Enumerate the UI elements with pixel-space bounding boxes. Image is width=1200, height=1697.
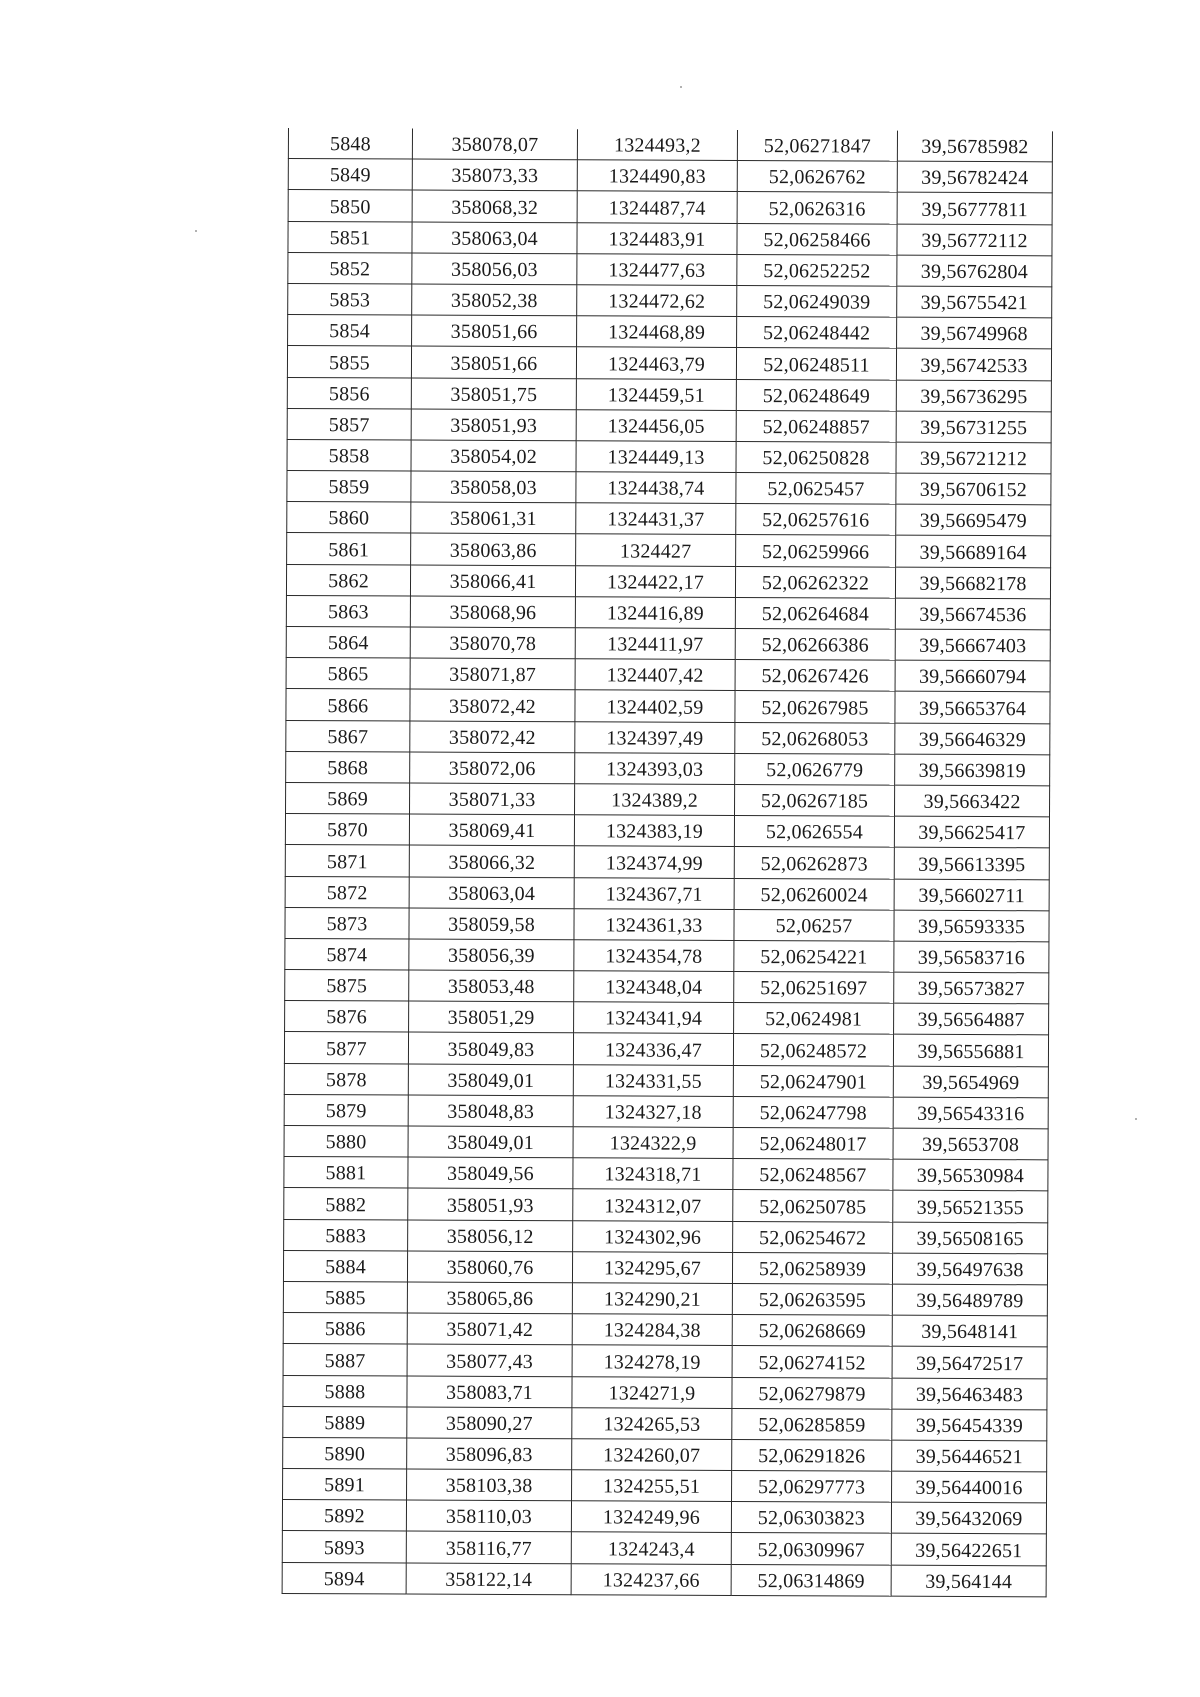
table-row	[288, 159, 1052, 194]
latitude-cell: 52,06248649	[736, 379, 896, 411]
point-number-cell: 5866	[286, 689, 410, 721]
x-coordinate-cell: 358063,04	[409, 877, 574, 909]
longitude-cell: 39,5648141	[892, 1315, 1047, 1347]
latitude-cell: 52,06262322	[735, 566, 895, 598]
y-coordinate-cell: 1324477,63	[577, 254, 737, 286]
point-number-cell: 5883	[284, 1219, 408, 1251]
longitude-cell: 39,56721212	[896, 442, 1051, 474]
point-number-cell: 5860	[287, 502, 411, 534]
longitude-cell: 39,56749968	[897, 317, 1052, 349]
x-coordinate-cell: 358051,66	[412, 315, 577, 347]
table-row	[284, 1032, 1048, 1067]
point-number-cell: 5850	[288, 190, 412, 222]
x-coordinate-cell: 358070,78	[410, 627, 575, 659]
x-coordinate-cell: 358068,96	[410, 596, 575, 628]
table-row	[284, 1063, 1048, 1098]
x-coordinate-cell: 358096,83	[407, 1438, 572, 1470]
longitude-cell: 39,56497638	[892, 1253, 1047, 1285]
latitude-cell: 52,0626554	[734, 816, 894, 848]
point-number-cell: 5885	[283, 1281, 407, 1313]
point-number-cell: 5873	[285, 907, 409, 939]
y-coordinate-cell: 1324265,53	[572, 1407, 732, 1439]
x-coordinate-cell: 358071,87	[410, 658, 575, 690]
latitude-cell: 52,06248442	[737, 317, 897, 349]
y-coordinate-cell: 1324487,74	[577, 191, 737, 223]
x-coordinate-cell: 358048,83	[408, 1095, 573, 1127]
x-coordinate-cell: 358060,76	[407, 1251, 572, 1283]
latitude-cell: 52,06248857	[736, 410, 896, 442]
latitude-cell: 52,06248511	[736, 348, 896, 380]
y-coordinate-cell: 1324302,96	[573, 1220, 733, 1252]
y-coordinate-cell: 1324284,38	[572, 1314, 732, 1346]
longitude-cell: 39,56422651	[891, 1534, 1046, 1566]
longitude-cell: 39,56731255	[896, 411, 1051, 443]
point-number-cell: 5881	[284, 1157, 408, 1189]
x-coordinate-cell: 358077,43	[407, 1344, 572, 1376]
y-coordinate-cell: 1324367,71	[574, 877, 734, 909]
table-row	[285, 876, 1049, 911]
point-number-cell: 5887	[283, 1344, 407, 1376]
longitude-cell: 39,56762804	[897, 255, 1052, 287]
latitude-cell: 52,06248572	[733, 1034, 893, 1066]
table-row	[285, 970, 1049, 1005]
longitude-cell: 39,56573827	[894, 972, 1049, 1004]
x-coordinate-cell: 358059,58	[409, 908, 574, 940]
y-coordinate-cell: 1324331,55	[573, 1064, 733, 1096]
y-coordinate-cell: 1324322,9	[573, 1127, 733, 1159]
table-row	[285, 1001, 1049, 1036]
point-number-cell: 5872	[285, 876, 409, 908]
longitude-cell: 39,56530984	[893, 1159, 1048, 1191]
table-row	[284, 1188, 1048, 1223]
longitude-cell: 39,56564887	[894, 1003, 1049, 1035]
latitude-cell: 52,06250785	[733, 1190, 893, 1222]
latitude-cell: 52,06264684	[735, 597, 895, 629]
longitude-cell: 39,56695479	[896, 504, 1051, 536]
y-coordinate-cell: 1324260,07	[572, 1439, 732, 1471]
y-coordinate-cell: 1324383,19	[574, 815, 734, 847]
point-number-cell: 5874	[285, 938, 409, 970]
y-coordinate-cell: 1324472,62	[577, 285, 737, 317]
longitude-cell: 39,56682178	[895, 567, 1050, 599]
x-coordinate-cell: 358066,32	[409, 845, 574, 877]
table-row	[287, 408, 1051, 443]
longitude-cell: 39,5654969	[893, 1066, 1048, 1098]
y-coordinate-cell: 1324278,19	[572, 1345, 732, 1377]
y-coordinate-cell: 1324397,49	[575, 721, 735, 753]
y-coordinate-cell: 1324312,07	[573, 1189, 733, 1221]
latitude-cell: 52,06248017	[733, 1127, 893, 1159]
table-row	[286, 564, 1050, 599]
x-coordinate-cell: 358051,66	[411, 346, 576, 378]
x-coordinate-cell: 358053,48	[409, 970, 574, 1002]
table-row	[284, 1219, 1048, 1254]
table-row	[283, 1375, 1047, 1410]
latitude-cell: 52,06279879	[732, 1377, 892, 1409]
point-number-cell: 5894	[282, 1562, 406, 1594]
y-coordinate-cell: 1324327,18	[573, 1096, 733, 1128]
table-row	[286, 658, 1050, 693]
table-row	[287, 533, 1051, 568]
y-coordinate-cell: 1324237,66	[571, 1563, 731, 1595]
point-number-cell: 5853	[288, 283, 412, 315]
latitude-cell: 52,06254221	[734, 940, 894, 972]
latitude-cell: 52,06257	[734, 909, 894, 941]
latitude-cell: 52,06268669	[732, 1315, 892, 1347]
table-row	[287, 502, 1051, 537]
longitude-cell: 39,56583716	[894, 941, 1049, 973]
table-row	[283, 1250, 1047, 1285]
y-coordinate-cell: 1324438,74	[576, 472, 736, 504]
point-number-cell: 5891	[283, 1469, 407, 1501]
latitude-cell: 52,06267185	[735, 784, 895, 816]
table-row	[283, 1437, 1047, 1472]
table-row	[282, 1500, 1046, 1535]
longitude-cell: 39,56454339	[892, 1409, 1047, 1441]
point-number-cell: 5890	[283, 1437, 407, 1469]
longitude-cell: 39,56440016	[892, 1471, 1047, 1503]
x-coordinate-cell: 358063,04	[412, 222, 577, 254]
longitude-cell: 39,56463483	[892, 1378, 1047, 1410]
y-coordinate-cell: 1324354,78	[574, 940, 734, 972]
table-row	[287, 346, 1051, 381]
table-row	[287, 377, 1051, 412]
longitude-cell: 39,56593335	[894, 910, 1049, 942]
point-number-cell: 5858	[287, 439, 411, 471]
table-row	[286, 689, 1050, 724]
point-number-cell: 5879	[284, 1094, 408, 1126]
longitude-cell: 39,56674536	[895, 598, 1050, 630]
x-coordinate-cell: 358049,01	[408, 1064, 573, 1096]
coordinates-table	[282, 128, 1053, 1597]
longitude-cell: 39,56489789	[892, 1284, 1047, 1316]
table-row	[286, 595, 1050, 630]
latitude-cell: 52,06259966	[736, 535, 896, 567]
table-row	[283, 1406, 1047, 1441]
table-row	[282, 1562, 1046, 1597]
x-coordinate-cell: 358051,75	[411, 378, 576, 410]
longitude-cell: 39,56777811	[897, 193, 1052, 225]
latitude-cell: 52,06250828	[736, 441, 896, 473]
longitude-cell: 39,56446521	[892, 1440, 1047, 1472]
latitude-cell: 52,06274152	[732, 1346, 892, 1378]
x-coordinate-cell: 358103,38	[407, 1469, 572, 1501]
latitude-cell: 52,06271847	[737, 130, 897, 161]
point-number-cell: 5868	[286, 751, 410, 783]
longitude-cell: 39,56755421	[897, 286, 1052, 318]
y-coordinate-cell: 1324295,67	[572, 1252, 732, 1284]
table-row	[287, 471, 1051, 506]
longitude-cell: 39,56689164	[896, 536, 1051, 568]
longitude-cell: 39,56543316	[893, 1097, 1048, 1129]
point-number-cell: 5884	[283, 1250, 407, 1282]
y-coordinate-cell: 1324431,37	[576, 503, 736, 535]
x-coordinate-cell: 358063,86	[411, 533, 576, 565]
point-number-cell: 5871	[285, 845, 409, 877]
point-number-cell: 5851	[288, 221, 412, 253]
point-number-cell: 5888	[283, 1375, 407, 1407]
x-coordinate-cell: 358049,83	[408, 1032, 573, 1064]
y-coordinate-cell: 1324407,42	[575, 659, 735, 691]
longitude-cell: 39,56639819	[895, 754, 1050, 786]
latitude-cell: 52,06285859	[732, 1408, 892, 1440]
longitude-cell: 39,56742533	[896, 348, 1051, 380]
y-coordinate-cell: 1324456,05	[576, 409, 736, 441]
latitude-cell: 52,06260024	[734, 878, 894, 910]
latitude-cell: 52,06267426	[735, 660, 895, 692]
latitude-cell: 52,06247798	[733, 1096, 893, 1128]
table-row	[286, 751, 1050, 786]
longitude-cell: 39,56785982	[897, 131, 1052, 162]
table-row	[283, 1313, 1047, 1348]
longitude-cell: 39,56508165	[893, 1222, 1048, 1254]
latitude-cell: 52,06252252	[737, 254, 897, 286]
x-coordinate-cell: 358069,41	[409, 814, 574, 846]
point-number-cell: 5855	[287, 346, 411, 378]
y-coordinate-cell: 1324483,91	[577, 222, 737, 254]
latitude-cell: 52,0625457	[736, 473, 896, 505]
point-number-cell: 5857	[287, 408, 411, 440]
scan-speck	[1135, 1118, 1137, 1120]
scan-speck	[195, 230, 197, 232]
table-row	[284, 1157, 1048, 1192]
point-number-cell: 5864	[286, 626, 410, 658]
table-row	[285, 938, 1049, 973]
latitude-cell: 52,06258939	[732, 1252, 892, 1284]
longitude-cell: 39,56521355	[893, 1191, 1048, 1223]
point-number-cell: 5861	[287, 533, 411, 565]
x-coordinate-cell: 358073,33	[412, 159, 577, 191]
longitude-cell: 39,56432069	[891, 1502, 1046, 1534]
y-coordinate-cell: 1324271,9	[572, 1376, 732, 1408]
y-coordinate-cell: 1324402,59	[575, 690, 735, 722]
x-coordinate-cell: 358072,06	[410, 752, 575, 784]
y-coordinate-cell: 1324468,89	[577, 316, 737, 348]
latitude-cell: 52,06267985	[735, 691, 895, 723]
latitude-cell: 52,06247901	[733, 1065, 893, 1097]
y-coordinate-cell: 1324361,33	[574, 908, 734, 940]
point-number-cell: 5859	[287, 471, 411, 503]
point-number-cell: 5889	[283, 1406, 407, 1438]
y-coordinate-cell: 1324243,4	[571, 1532, 731, 1564]
x-coordinate-cell: 358072,42	[410, 689, 575, 721]
x-coordinate-cell: 358051,29	[409, 1001, 574, 1033]
latitude-cell: 52,0624981	[734, 1003, 894, 1035]
longitude-cell: 39,5663422	[895, 785, 1050, 817]
x-coordinate-cell: 358122,14	[406, 1563, 571, 1595]
longitude-cell: 39,56782424	[897, 161, 1052, 193]
y-coordinate-cell: 1324463,79	[576, 347, 736, 379]
table-row	[285, 907, 1049, 942]
latitude-cell: 52,06291826	[732, 1439, 892, 1471]
y-coordinate-cell: 1324422,17	[575, 565, 735, 597]
x-coordinate-cell: 358078,07	[412, 129, 577, 160]
y-coordinate-cell: 1324490,83	[577, 160, 737, 192]
table-row	[285, 814, 1049, 849]
latitude-cell: 52,06248567	[733, 1159, 893, 1191]
x-coordinate-cell: 358066,41	[410, 565, 575, 597]
y-coordinate-cell: 1324249,96	[571, 1501, 731, 1533]
point-number-cell: 5880	[284, 1125, 408, 1157]
table-row	[288, 128, 1052, 162]
y-coordinate-cell: 1324336,47	[573, 1033, 733, 1065]
x-coordinate-cell: 358056,12	[408, 1220, 573, 1252]
longitude-cell: 39,56613395	[894, 847, 1049, 879]
y-coordinate-cell: 1324493,2	[577, 129, 737, 160]
point-number-cell: 5877	[284, 1032, 408, 1064]
x-coordinate-cell: 358056,39	[409, 939, 574, 971]
latitude-cell: 52,06258466	[737, 223, 897, 255]
latitude-cell: 52,06254672	[733, 1221, 893, 1253]
y-coordinate-cell: 1324348,04	[574, 971, 734, 1003]
x-coordinate-cell: 358054,02	[411, 440, 576, 472]
x-coordinate-cell: 358071,42	[407, 1313, 572, 1345]
y-coordinate-cell: 1324449,13	[576, 441, 736, 473]
longitude-cell: 39,56646329	[895, 723, 1050, 755]
table-row	[284, 1094, 1048, 1129]
longitude-cell: 39,564144	[891, 1565, 1046, 1597]
point-number-cell: 5848	[288, 128, 412, 159]
table-row	[285, 845, 1049, 880]
scan-speck	[680, 86, 682, 88]
x-coordinate-cell: 358116,77	[406, 1531, 571, 1563]
latitude-cell: 52,06297773	[732, 1471, 892, 1503]
latitude-cell: 52,06266386	[735, 628, 895, 660]
y-coordinate-cell: 1324411,97	[575, 628, 735, 660]
y-coordinate-cell: 1324459,51	[576, 378, 736, 410]
x-coordinate-cell: 358065,86	[407, 1282, 572, 1314]
table-row	[283, 1469, 1047, 1504]
y-coordinate-cell: 1324416,89	[575, 597, 735, 629]
point-number-cell: 5886	[283, 1313, 407, 1345]
x-coordinate-cell: 358061,31	[411, 502, 576, 534]
latitude-cell: 52,06251697	[734, 972, 894, 1004]
point-number-cell: 5849	[288, 159, 412, 191]
point-number-cell: 5878	[284, 1063, 408, 1095]
table-row	[283, 1344, 1047, 1379]
y-coordinate-cell: 1324374,99	[574, 846, 734, 878]
point-number-cell: 5875	[285, 970, 409, 1002]
x-coordinate-cell: 358056,03	[412, 253, 577, 285]
x-coordinate-cell: 358071,33	[410, 783, 575, 815]
latitude-cell: 52,06268053	[735, 722, 895, 754]
point-number-cell: 5869	[286, 782, 410, 814]
latitude-cell: 52,06263595	[732, 1283, 892, 1315]
latitude-cell: 52,0626779	[735, 753, 895, 785]
latitude-cell: 52,06314869	[731, 1564, 891, 1596]
point-number-cell: 5863	[286, 595, 410, 627]
y-coordinate-cell: 1324427	[576, 534, 736, 566]
point-number-cell: 5893	[282, 1531, 406, 1563]
longitude-cell: 39,56667403	[895, 629, 1050, 661]
y-coordinate-cell: 1324389,2	[575, 784, 735, 816]
table-row	[283, 1281, 1047, 1316]
latitude-cell: 52,0626316	[737, 192, 897, 224]
y-coordinate-cell: 1324318,71	[573, 1158, 733, 1190]
y-coordinate-cell: 1324290,21	[572, 1283, 732, 1315]
x-coordinate-cell: 358068,32	[412, 190, 577, 222]
table-row	[288, 252, 1052, 287]
x-coordinate-cell: 358083,71	[407, 1376, 572, 1408]
longitude-cell: 39,56602711	[894, 879, 1049, 911]
latitude-cell: 52,06257616	[736, 504, 896, 536]
table-row	[286, 782, 1050, 817]
table-row	[286, 720, 1050, 755]
table-row	[284, 1125, 1048, 1160]
table-row	[288, 190, 1052, 225]
point-number-cell: 5870	[285, 814, 409, 846]
y-coordinate-cell: 1324393,03	[575, 753, 735, 785]
point-number-cell: 5852	[288, 252, 412, 284]
table-row	[288, 221, 1052, 256]
longitude-cell: 39,56653764	[895, 692, 1050, 724]
table-row	[288, 315, 1052, 350]
point-number-cell: 5854	[288, 315, 412, 347]
point-number-cell: 5882	[284, 1188, 408, 1220]
longitude-cell: 39,56706152	[896, 473, 1051, 505]
x-coordinate-cell: 358058,03	[411, 471, 576, 503]
longitude-cell: 39,56472517	[892, 1346, 1047, 1378]
x-coordinate-cell: 358052,38	[412, 284, 577, 316]
longitude-cell: 39,56736295	[896, 380, 1051, 412]
table-row	[288, 283, 1052, 318]
x-coordinate-cell: 358051,93	[408, 1188, 573, 1220]
coordinates-table-body	[282, 128, 1052, 1597]
longitude-cell: 39,5653708	[893, 1128, 1048, 1160]
longitude-cell: 39,56660794	[895, 660, 1050, 692]
x-coordinate-cell: 358049,56	[408, 1157, 573, 1189]
x-coordinate-cell: 358051,93	[411, 409, 576, 441]
point-number-cell: 5865	[286, 658, 410, 690]
table-row	[287, 439, 1051, 474]
point-number-cell: 5876	[285, 1001, 409, 1033]
latitude-cell: 52,06303823	[731, 1502, 891, 1534]
latitude-cell: 52,06262873	[734, 847, 894, 879]
y-coordinate-cell: 1324341,94	[574, 1002, 734, 1034]
longitude-cell: 39,56772112	[897, 224, 1052, 256]
longitude-cell: 39,56556881	[893, 1035, 1048, 1067]
point-number-cell: 5856	[287, 377, 411, 409]
x-coordinate-cell: 358072,42	[410, 721, 575, 753]
x-coordinate-cell: 358090,27	[407, 1407, 572, 1439]
point-number-cell: 5862	[286, 564, 410, 596]
latitude-cell: 52,06309967	[731, 1533, 891, 1565]
x-coordinate-cell: 358110,03	[406, 1500, 571, 1532]
table-row	[286, 626, 1050, 661]
longitude-cell: 39,56625417	[894, 816, 1049, 848]
latitude-cell: 52,0626762	[737, 161, 897, 193]
latitude-cell: 52,06249039	[737, 285, 897, 317]
y-coordinate-cell: 1324255,51	[572, 1470, 732, 1502]
table-row	[282, 1531, 1046, 1566]
point-number-cell: 5867	[286, 720, 410, 752]
x-coordinate-cell: 358049,01	[408, 1126, 573, 1158]
point-number-cell: 5892	[282, 1500, 406, 1532]
